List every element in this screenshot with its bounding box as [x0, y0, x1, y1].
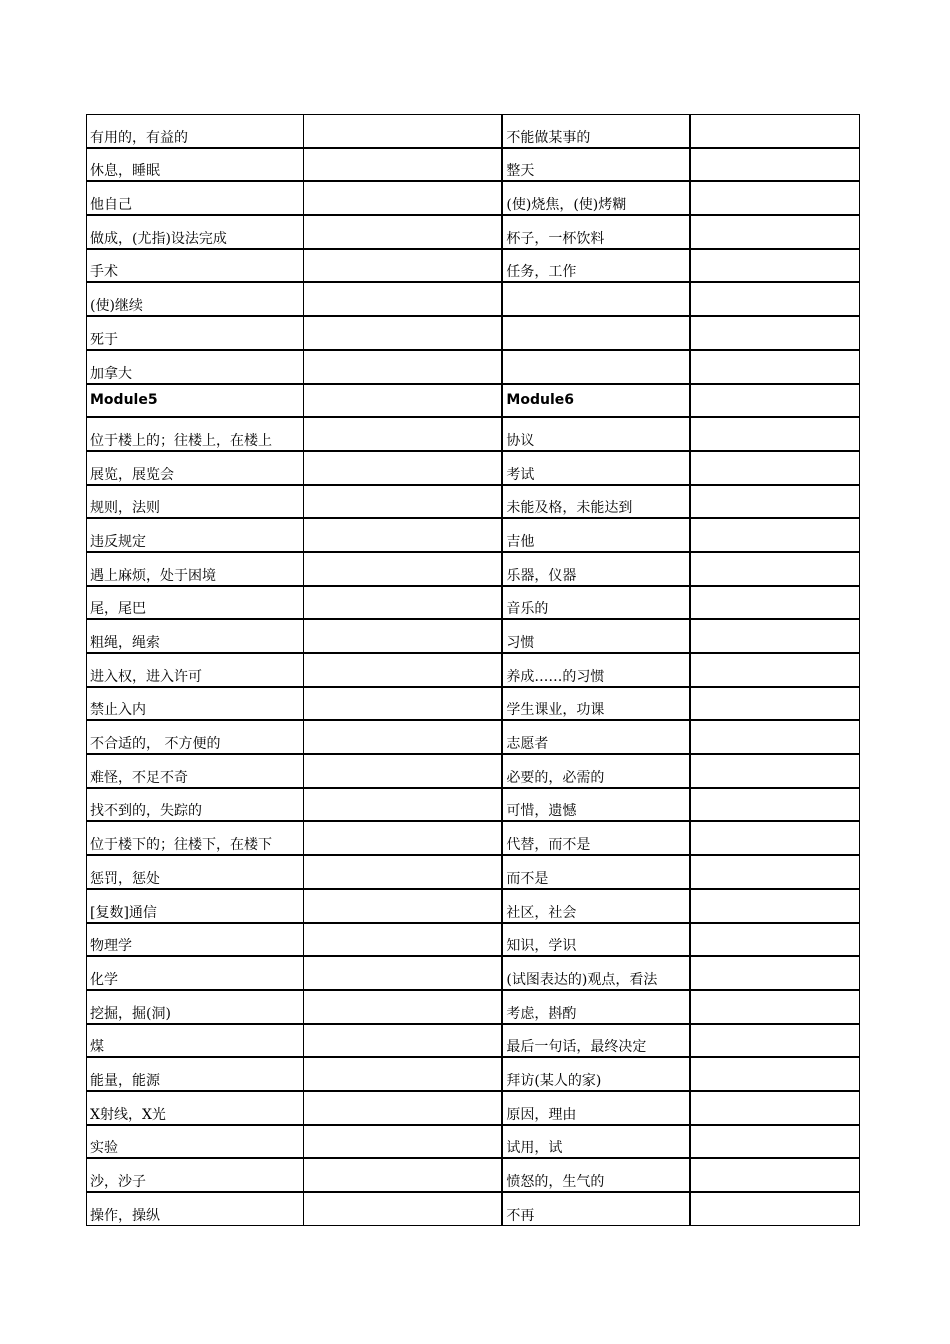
chinese-meaning-left: 惩罚，惩处 [87, 855, 304, 889]
vocabulary-row [87, 956, 860, 990]
answer-blank-right[interactable] [690, 552, 859, 586]
answer-blank-left[interactable] [304, 417, 503, 451]
answer-blank-right[interactable] [690, 451, 859, 485]
chinese-meaning-right [502, 282, 690, 316]
chinese-meaning-left: 实验 [87, 1125, 304, 1159]
chinese-meaning-right: 而不是 [502, 855, 690, 889]
answer-blank-left[interactable] [304, 956, 503, 990]
vocabulary-row [87, 586, 860, 620]
chinese-meaning-left: 找不到的，失踪的 [87, 788, 304, 822]
answer-blank-right[interactable] [690, 1024, 859, 1058]
answer-blank-left[interactable] [304, 1091, 503, 1125]
chinese-meaning-left: 休息，睡眠 [87, 148, 304, 182]
answer-blank-left[interactable] [304, 754, 503, 788]
answer-blank-left[interactable] [304, 586, 503, 620]
answer-blank-left[interactable] [304, 518, 503, 552]
answer-blank-right[interactable] [690, 350, 859, 384]
chinese-meaning-right: 愤怒的，生气的 [502, 1158, 690, 1192]
vocabulary-row [87, 788, 860, 822]
vocabulary-row [87, 115, 860, 148]
chinese-meaning-right: 习惯 [502, 619, 690, 653]
answer-blank-left[interactable] [304, 990, 503, 1024]
answer-blank-right[interactable] [690, 956, 859, 990]
vocabulary-row [87, 485, 860, 519]
chinese-meaning-right: 原因，理由 [502, 1091, 690, 1125]
chinese-meaning-left: 能量，能源 [87, 1057, 304, 1091]
vocabulary-row [87, 619, 860, 653]
answer-blank-left[interactable] [304, 115, 503, 148]
chinese-meaning-right [502, 350, 690, 384]
answer-blank-right[interactable] [690, 148, 859, 182]
vocabulary-row [87, 350, 860, 384]
answer-blank-right[interactable] [690, 821, 859, 855]
vocabulary-row [87, 1091, 860, 1125]
answer-blank-right[interactable] [690, 855, 859, 889]
vocabulary-row [87, 417, 860, 451]
chinese-meaning-right: 整天 [502, 148, 690, 182]
vocabulary-row [87, 148, 860, 182]
chinese-meaning-right: 未能及格，未能达到 [502, 485, 690, 519]
answer-blank-left[interactable] [304, 788, 503, 822]
vocabulary-row [87, 215, 860, 249]
answer-blank-right[interactable] [690, 115, 859, 148]
answer-blank-right[interactable] [690, 384, 859, 418]
vocabulary-row [87, 181, 860, 215]
chinese-meaning-left: 尾，尾巴 [87, 586, 304, 620]
vocabulary-row [87, 249, 860, 283]
vocabulary-table-body [87, 115, 860, 1226]
answer-blank-left[interactable] [304, 1192, 503, 1225]
chinese-meaning-right: 杯子，一杯饮料 [502, 215, 690, 249]
chinese-meaning-right: 必要的，必需的 [502, 754, 690, 788]
chinese-meaning-right: 不再 [502, 1192, 690, 1225]
vocabulary-row [87, 720, 860, 754]
chinese-meaning-left: 不合适的， 不方便的 [87, 720, 304, 754]
answer-blank-right[interactable] [690, 586, 859, 620]
answer-blank-left[interactable] [304, 384, 503, 418]
answer-blank-left[interactable] [304, 282, 503, 316]
answer-blank-right[interactable] [690, 215, 859, 249]
answer-blank-left[interactable] [304, 653, 503, 687]
chinese-meaning-right: 志愿者 [502, 720, 690, 754]
answer-blank-left[interactable] [304, 923, 503, 957]
answer-blank-left[interactable] [304, 720, 503, 754]
chinese-meaning-right: 协议 [502, 417, 690, 451]
chinese-meaning-left: 违反规定 [87, 518, 304, 552]
answer-blank-right[interactable] [690, 282, 859, 316]
answer-blank-left[interactable] [304, 350, 503, 384]
chinese-meaning-left: 他自己 [87, 181, 304, 215]
chinese-meaning-left: 难怪，不足不奇 [87, 754, 304, 788]
chinese-meaning-left: 操作，操纵 [87, 1192, 304, 1225]
answer-blank-right[interactable] [690, 417, 859, 451]
chinese-meaning-right: 乐器，仪器 [502, 552, 690, 586]
chinese-meaning-right: 吉他 [502, 518, 690, 552]
vocabulary-row [87, 990, 860, 1024]
vocabulary-table [86, 114, 860, 1226]
answer-blank-right[interactable] [690, 181, 859, 215]
answer-blank-left[interactable] [304, 821, 503, 855]
chinese-meaning-right: (使)烧焦，(使)烤糊 [502, 181, 690, 215]
chinese-meaning-right: 社区，社会 [502, 889, 690, 923]
chinese-meaning-right [502, 316, 690, 350]
answer-blank-left[interactable] [304, 1125, 503, 1159]
chinese-meaning-left: 死于 [87, 316, 304, 350]
chinese-meaning-left: 遇上麻烦，处于困境 [87, 552, 304, 586]
vocabulary-row [87, 821, 860, 855]
chinese-meaning-left: 做成，(尤指)设法完成 [87, 215, 304, 249]
answer-blank-right[interactable] [690, 316, 859, 350]
chinese-meaning-left: 粗绳，绳索 [87, 619, 304, 653]
chinese-meaning-right: 拜访(某人的家) [502, 1057, 690, 1091]
chinese-meaning-right: 不能做某事的 [502, 115, 690, 148]
vocabulary-row [87, 653, 860, 687]
vocabulary-row [87, 855, 860, 889]
answer-blank-right[interactable] [690, 889, 859, 923]
answer-blank-right[interactable] [690, 923, 859, 957]
module-heading-right: Module6 [502, 384, 690, 418]
answer-blank-right[interactable] [690, 1125, 859, 1159]
answer-blank-left[interactable] [304, 889, 503, 923]
vocabulary-row [87, 282, 860, 316]
vocabulary-row [87, 1125, 860, 1159]
answer-blank-right[interactable] [690, 653, 859, 687]
chinese-meaning-right: 考试 [502, 451, 690, 485]
answer-blank-left[interactable] [304, 1057, 503, 1091]
chinese-meaning-right: 最后一句话，最终决定 [502, 1024, 690, 1058]
vocabulary-row [87, 316, 860, 350]
vocabulary-row [87, 451, 860, 485]
answer-blank-left[interactable] [304, 619, 503, 653]
answer-blank-right[interactable] [690, 1158, 859, 1192]
answer-blank-right[interactable] [690, 518, 859, 552]
chinese-meaning-left: 位于楼上的；往楼上，在楼上 [87, 417, 304, 451]
answer-blank-right[interactable] [690, 619, 859, 653]
chinese-meaning-left: 展览，展览会 [87, 451, 304, 485]
vocabulary-row [87, 1024, 860, 1058]
chinese-meaning-right: 学生课业，功课 [502, 687, 690, 721]
vocabulary-row [87, 1158, 860, 1192]
module-heading-row [87, 384, 860, 418]
chinese-meaning-right: 代替，而不是 [502, 821, 690, 855]
chinese-meaning-left: 位于楼下的；往楼下，在楼下 [87, 821, 304, 855]
answer-blank-left[interactable] [304, 485, 503, 519]
vocabulary-row [87, 687, 860, 721]
chinese-meaning-right: 可惜，遗憾 [502, 788, 690, 822]
chinese-meaning-left: 加拿大 [87, 350, 304, 384]
chinese-meaning-right: (试图表达的)观点，看法 [502, 956, 690, 990]
chinese-meaning-left: (使)继续 [87, 282, 304, 316]
answer-blank-left[interactable] [304, 1024, 503, 1058]
answer-blank-right[interactable] [690, 720, 859, 754]
answer-blank-left[interactable] [304, 215, 503, 249]
chinese-meaning-left: 化学 [87, 956, 304, 990]
answer-blank-right[interactable] [690, 990, 859, 1024]
answer-blank-left[interactable] [304, 552, 503, 586]
vocabulary-row [87, 1192, 860, 1225]
answer-blank-left[interactable] [304, 249, 503, 283]
chinese-meaning-right: 试用，试 [502, 1125, 690, 1159]
vocabulary-row [87, 518, 860, 552]
answer-blank-right[interactable] [690, 687, 859, 721]
vocabulary-row [87, 1057, 860, 1091]
answer-blank-left[interactable] [304, 148, 503, 182]
answer-blank-right[interactable] [690, 485, 859, 519]
chinese-meaning-left: 进入权，进入许可 [87, 653, 304, 687]
answer-blank-left[interactable] [304, 316, 503, 350]
vocabulary-row [87, 923, 860, 957]
answer-blank-right[interactable] [690, 788, 859, 822]
chinese-meaning-right: 养成……的习惯 [502, 653, 690, 687]
chinese-meaning-left: 挖掘，掘(洞) [87, 990, 304, 1024]
answer-blank-left[interactable] [304, 1158, 503, 1192]
chinese-meaning-right: 任务，工作 [502, 249, 690, 283]
chinese-meaning-left: 规则，法则 [87, 485, 304, 519]
vocabulary-row [87, 754, 860, 788]
chinese-meaning-left: [复数]通信 [87, 889, 304, 923]
answer-blank-right[interactable] [690, 1057, 859, 1091]
answer-blank-left[interactable] [304, 855, 503, 889]
chinese-meaning-right: 音乐的 [502, 586, 690, 620]
answer-blank-right[interactable] [690, 249, 859, 283]
chinese-meaning-left: 有用的，有益的 [87, 115, 304, 148]
module-heading-left: Module5 [87, 384, 304, 418]
chinese-meaning-right: 考虑，斟酌 [502, 990, 690, 1024]
chinese-meaning-left: 物理学 [87, 923, 304, 957]
vocabulary-row [87, 889, 860, 923]
chinese-meaning-right: 知识，学识 [502, 923, 690, 957]
answer-blank-right[interactable] [690, 754, 859, 788]
chinese-meaning-left: 手术 [87, 249, 304, 283]
answer-blank-left[interactable] [304, 181, 503, 215]
chinese-meaning-left: X射线，X光 [87, 1091, 304, 1125]
chinese-meaning-left: 沙，沙子 [87, 1158, 304, 1192]
answer-blank-left[interactable] [304, 451, 503, 485]
answer-blank-right[interactable] [690, 1091, 859, 1125]
answer-blank-left[interactable] [304, 687, 503, 721]
vocabulary-row [87, 552, 860, 586]
chinese-meaning-left: 煤 [87, 1024, 304, 1058]
answer-blank-right[interactable] [690, 1192, 859, 1225]
chinese-meaning-left: 禁止入内 [87, 687, 304, 721]
